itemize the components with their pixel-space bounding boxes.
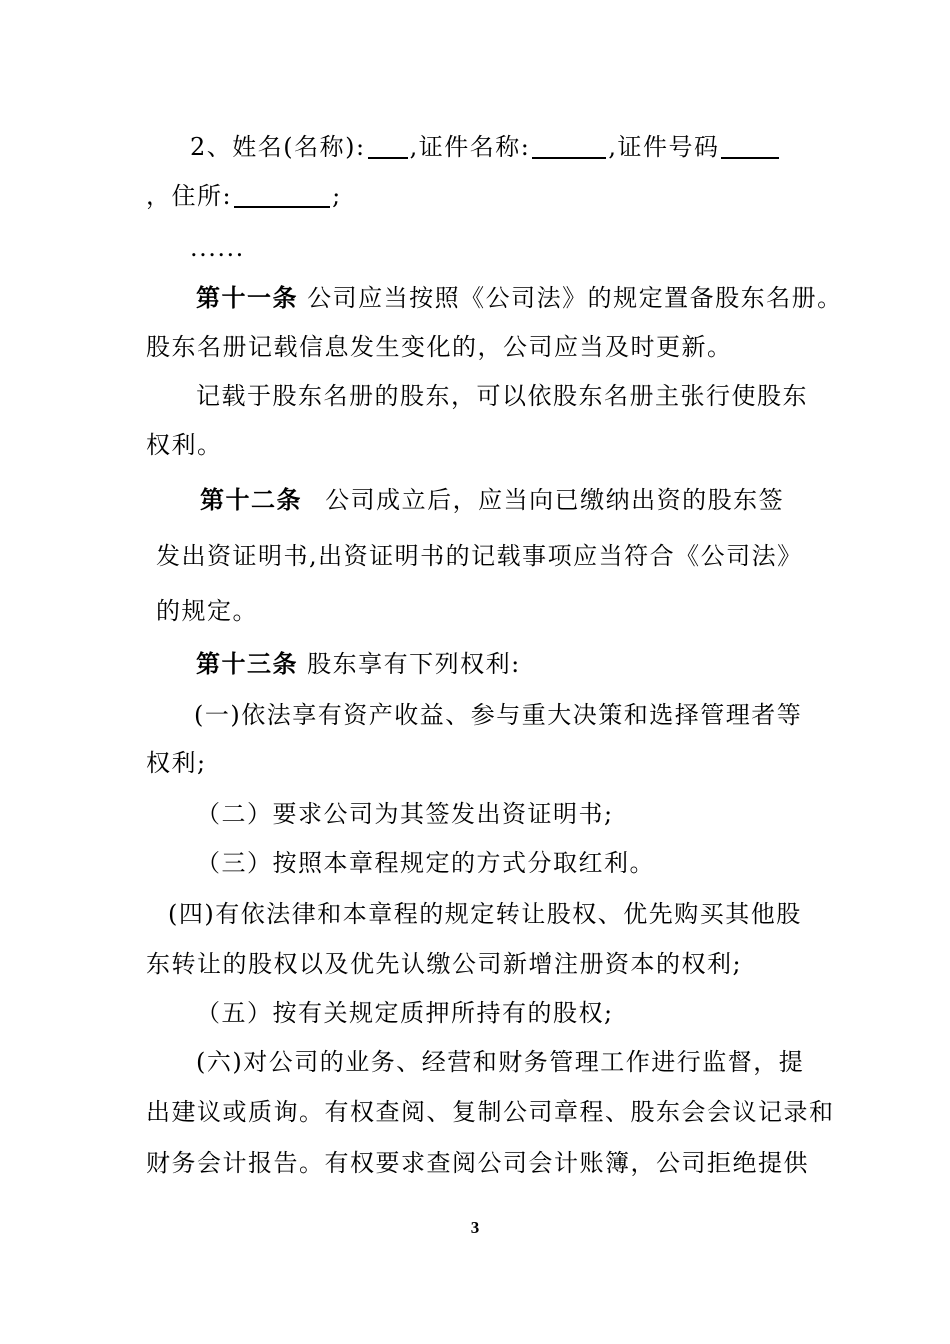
article-12-title: 第十二条 [200,485,302,514]
blank-id-number [721,133,779,159]
text-line-16: (四)有依法律和本章程的规定转让股权、优先购买其他股 [168,900,802,928]
article-12-heading-line: 第十二条 公司成立后，应当向已缴纳出资的股东签 [200,485,785,514]
blank-name [368,133,408,159]
blank-address [234,182,330,208]
article-13-heading-line: 第十三条 股东享有下列权利: [196,649,521,678]
text-line-3: ...... [190,234,245,262]
text-line-12: (一)依法享有资产收益、参与重大决策和选择管理者等 [194,701,803,729]
article-13-title: 第十三条 [196,649,298,678]
text-line-7: 权利。 [146,431,223,459]
blank-id-type [532,133,606,159]
text-line-13: 权利; [146,749,207,777]
article-11-title: 第十一条 [196,283,298,312]
text-line-15: （三）按照本章程规定的方式分取红利。 [196,849,655,877]
text-line-6: 记载于股东名册的股东，可以依股东名册主张行使股东 [196,382,808,410]
text-line-5: 股东名册记载信息发生变化的，公司应当及时更新。 [146,333,733,361]
text-line-9: 发出资证明书,出资证明书的记载事项应当符合《公司法》 [156,542,803,570]
text-line-1: 2、姓名(名称): ,证件名称: ,证件号码 [0,131,950,163]
text-line-10: 的规定。 [156,597,258,625]
text-line-18: （五）按有关规定质押所持有的股权; [196,999,614,1027]
page-number: 3 [470,1218,480,1237]
text-line-14: （二）要求公司为其签发出资证明书; [196,800,614,828]
text-line-21: 财务会计报告。有权要求查阅公司会计账簿，公司拒绝提供 [146,1149,809,1177]
article-11-heading-line: 第十一条 公司应当按照《公司法》的规定置备股东名册。 [196,283,843,312]
text-line-2: ，住所: ; [146,182,342,210]
text-line-20: 出建议或质询。有权查阅、复制公司章程、股东会会议记录和 [146,1098,835,1126]
text-line-17: 东转让的股权以及优先认缴公司新增注册资本的权利; [146,950,743,978]
text-line-19: (六)对公司的业务、经营和财务管理工作进行监督，提 [196,1048,805,1076]
